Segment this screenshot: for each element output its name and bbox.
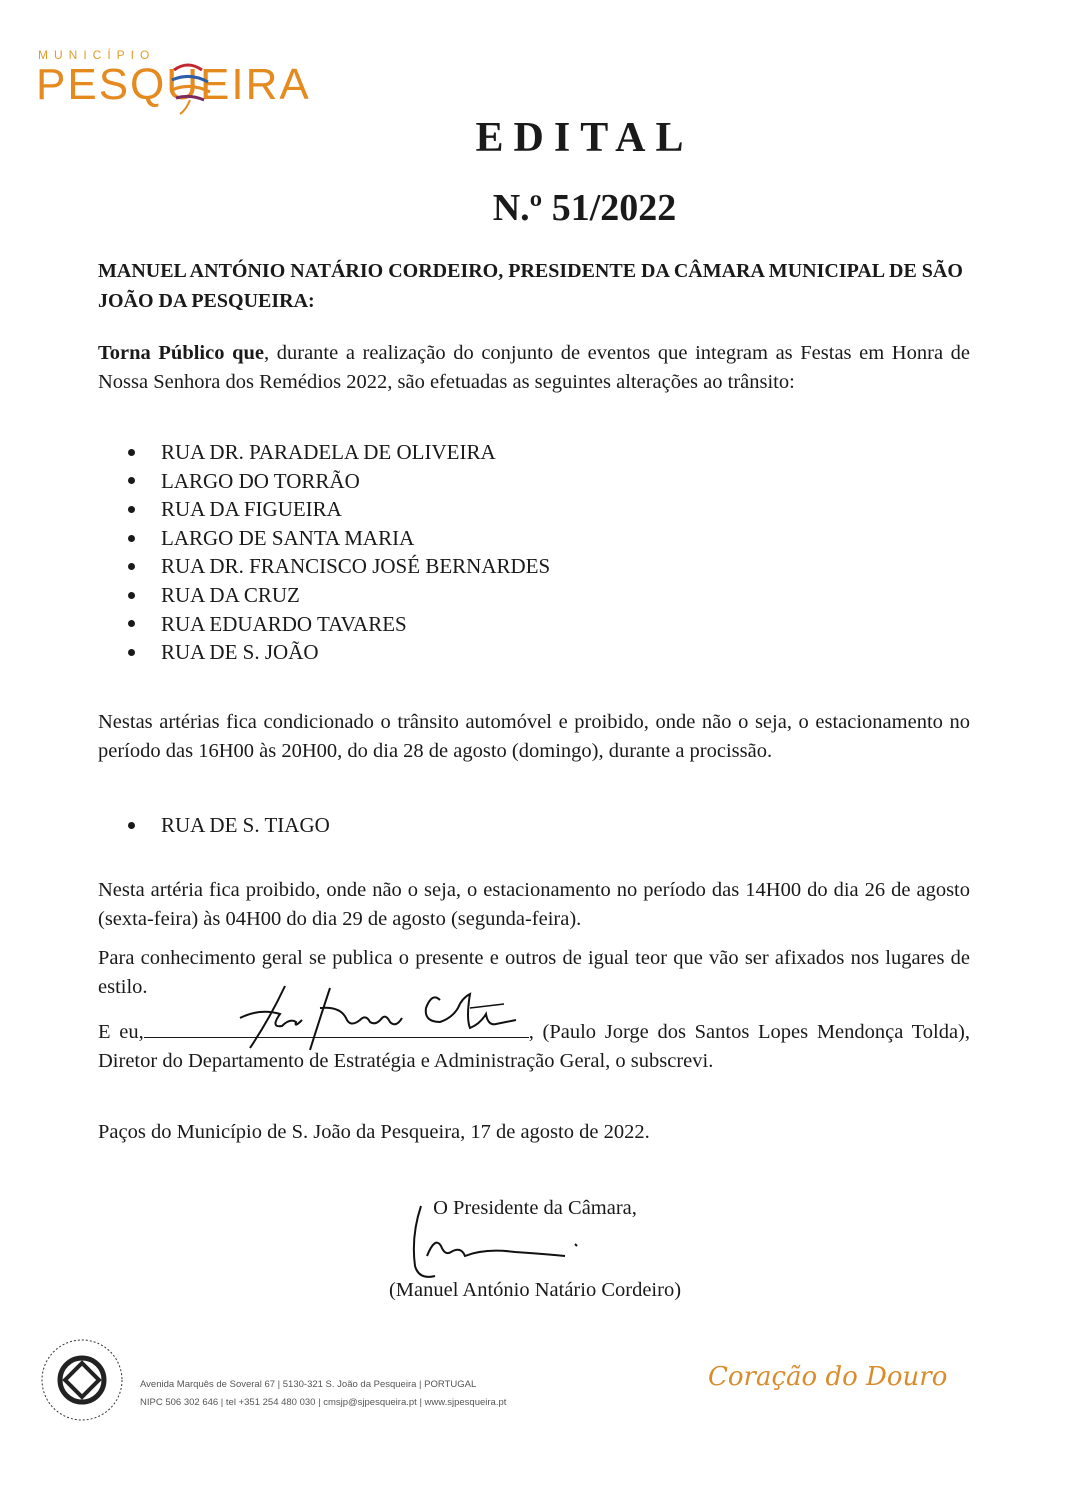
signer-name: (Manuel António Natário Cordeiro)	[388, 1279, 682, 1301]
list-item: LARGO DE SANTA MARIA	[128, 524, 550, 553]
world-heritage-emblem-icon	[36, 1334, 128, 1426]
logo-subtitle: MUNICÍPIO	[38, 48, 156, 62]
logo-wave-icon	[168, 58, 214, 118]
subscription-end: , (Paulo Jorge dos Santos Lopes Mendonça Tolda), Diretor do Departamento de Estratégia e Administração Geral, o subscrevi.	[98, 1021, 971, 1072]
street-list-2	[128, 811, 330, 840]
paragraph-parking: Nesta artéria fica proibido, onde não o seja, o estacionamento no período das 14H00 do dia 26 de agosto (sexta-feira) às 04H00 do dia 29 de agosto (segunda-feira).	[98, 879, 970, 930]
footer-contacts: NIPC 506 302 646 | tel +351 254 480 030 | cmsjp@sjpesqueira.pt | www.sjpesqueira.pt	[140, 1397, 507, 1408]
issuer-heading: MANUEL ANTÓNIO NATÁRIO CORDEIRO, PRESIDENTE DA CÂMARA MUNICIPAL DE SÃO JOÃO DA PESQUEIRA:	[98, 260, 963, 312]
logo-wordmark: PESQUEIRA	[36, 60, 311, 109]
list-item: RUA DA CRUZ	[128, 581, 550, 610]
paragraph-restrictions: Nestas artérias fica condicionado o trânsito automóvel e proibido, onde não o seja, o estacionamento no período das 16H00 às 20H00, do dia 28 de agosto (domingo), durante a procissão.	[98, 711, 970, 762]
list-item: RUA DE S. TIAGO	[128, 811, 330, 840]
footer-address: Avenida Marquês de Soveral 67 | 5130-321 S. João da Pesqueira | PORTUGAL	[140, 1379, 477, 1390]
list-item: LARGO DO TORRÃO	[128, 467, 550, 496]
list-item: RUA DR. FRANCISCO JOSÉ BERNARDES	[128, 552, 550, 581]
subscription-start: E eu,	[98, 1021, 144, 1043]
tagline: Coração do Douro	[708, 1362, 948, 1392]
signer-title: O Presidente da Câmara,	[433, 1197, 637, 1219]
list-item: RUA DA FIGUEIRA	[128, 495, 550, 524]
signature-line	[144, 1019, 529, 1038]
street-list	[128, 438, 550, 667]
announcement-lead: Torna Público que	[98, 342, 264, 364]
list-item: RUA DE S. JOÃO	[128, 638, 550, 667]
document-number: N.º 51/2022	[492, 187, 677, 229]
date-line: Paços do Município de S. João da Pesqueira, 17 de agosto de 2022.	[98, 1121, 650, 1143]
paragraph-subscription	[98, 1018, 970, 1076]
announcement-text: , durante a realização do conjunto de eventos que integram as Festas em Honra de Nossa Senhora dos Remédios 2022, são efetuadas as seguintes alterações ao trânsito:	[98, 342, 971, 393]
document-title: EDITAL	[475, 115, 694, 161]
list-item: RUA EDUARDO TAVARES	[128, 610, 550, 639]
list-item: RUA DR. PARADELA DE OLIVEIRA	[128, 438, 550, 467]
paragraph-announcement	[98, 339, 970, 397]
paragraph-publication: Para conhecimento geral se publica o presente e outros de igual teor que vão ser afixados nos lugares de estilo.	[98, 947, 970, 998]
